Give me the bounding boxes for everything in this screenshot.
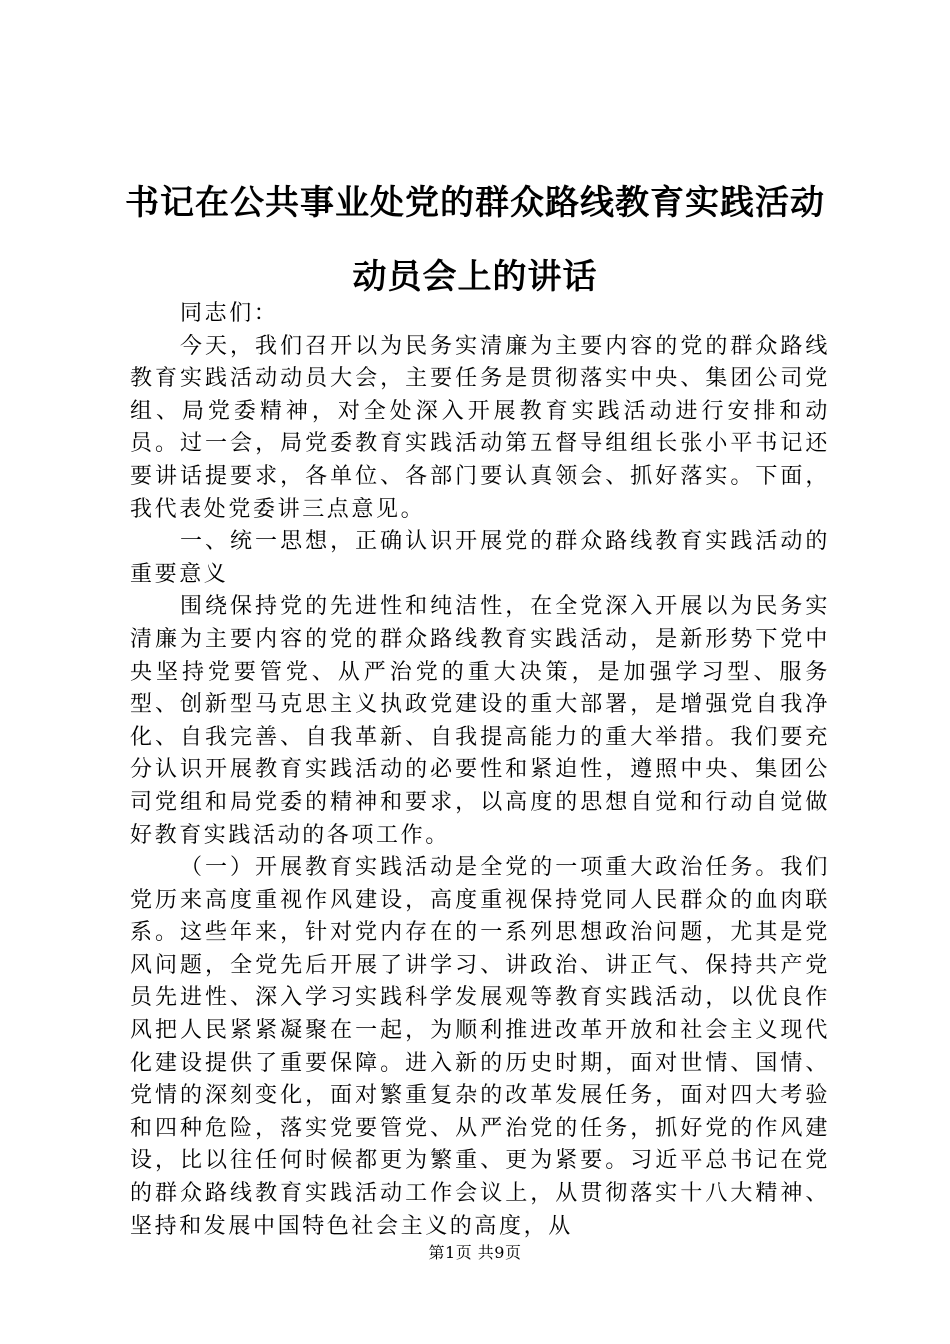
body-paragraph: 今天，我们召开以为民务实清廉为主要内容的党的群众路线教育实践活动动员大会，主要任务是贯彻落实中央、集团公司党组、局党委精神，对全处深入开展教育实践活动进行安排和动员。过一会，局党委教育实践活动第五督导组组长张小平书记还要讲话提要求，各单位、各部门要认真领会、抓好落实。下面，我代表处党委讲三点意见。	[130, 333, 830, 522]
document-body	[130, 298, 830, 1243]
document-title	[110, 184, 840, 296]
body-paragraph: 围绕保持党的先进性和纯洁性，在全党深入开展以为民务实清廉为主要内容的党的群众路线教育实践活动，是新形势下党中央坚持党要管党、从严治党的重大决策，是加强学习型、服务型、创新型马克思主义执政党建设的重大部署，是增强党自我净化、自我完善、自我革新、自我提高能力的重大举措。我们要充分认识开展教育实践活动的必要性和紧迫性，遵照中央、集团公司党组和局党委的精神和要求，以高度的思想自觉和行动自觉做好教育实践活动的各项工作。	[130, 594, 830, 848]
title-line-2: 动员会上的讲话	[352, 257, 598, 297]
salutation: 同志们：	[180, 301, 279, 326]
body-paragraph: （一）开展教育实践活动是全党的一项重大政治任务。我们党历来高度重视作风建设，高度重视保持党同人民群众的血肉联系。这些年来，针对党内存在的一系列思想政治问题，尤其是党风问题，全党先后开展了讲学习、讲政治、讲正气、保持共产党员先进性、深入学习实践科学发展观等教育实践活动，以优良作风把人民紧紧凝聚在一起，为顺利推进改革开放和社会主义现代化建设提供了重要保障。进入新的历史时期，面对世情、国情、党情的深刻变化，面对繁重复杂的改革发展任务，面对四大考验和四种危险，落实党要管党、从严治党的任务，抓好党的作风建设，比以往任何时候都更为繁重、更为紧要。习近平总书记在党的群众路线教育实践活动工作会议上，从贯彻落实十八大精神、坚持和发展中国特色社会主义的高度，从	[130, 855, 830, 1239]
page-footer: 第1页 共9页	[428, 1243, 522, 1262]
section-heading: 一、统一思想，正确认识开展党的群众路线教育实践活动的重要意义	[130, 529, 830, 587]
title-line-1: 书记在公共事业处党的群众路线教育实践活动	[125, 183, 825, 223]
